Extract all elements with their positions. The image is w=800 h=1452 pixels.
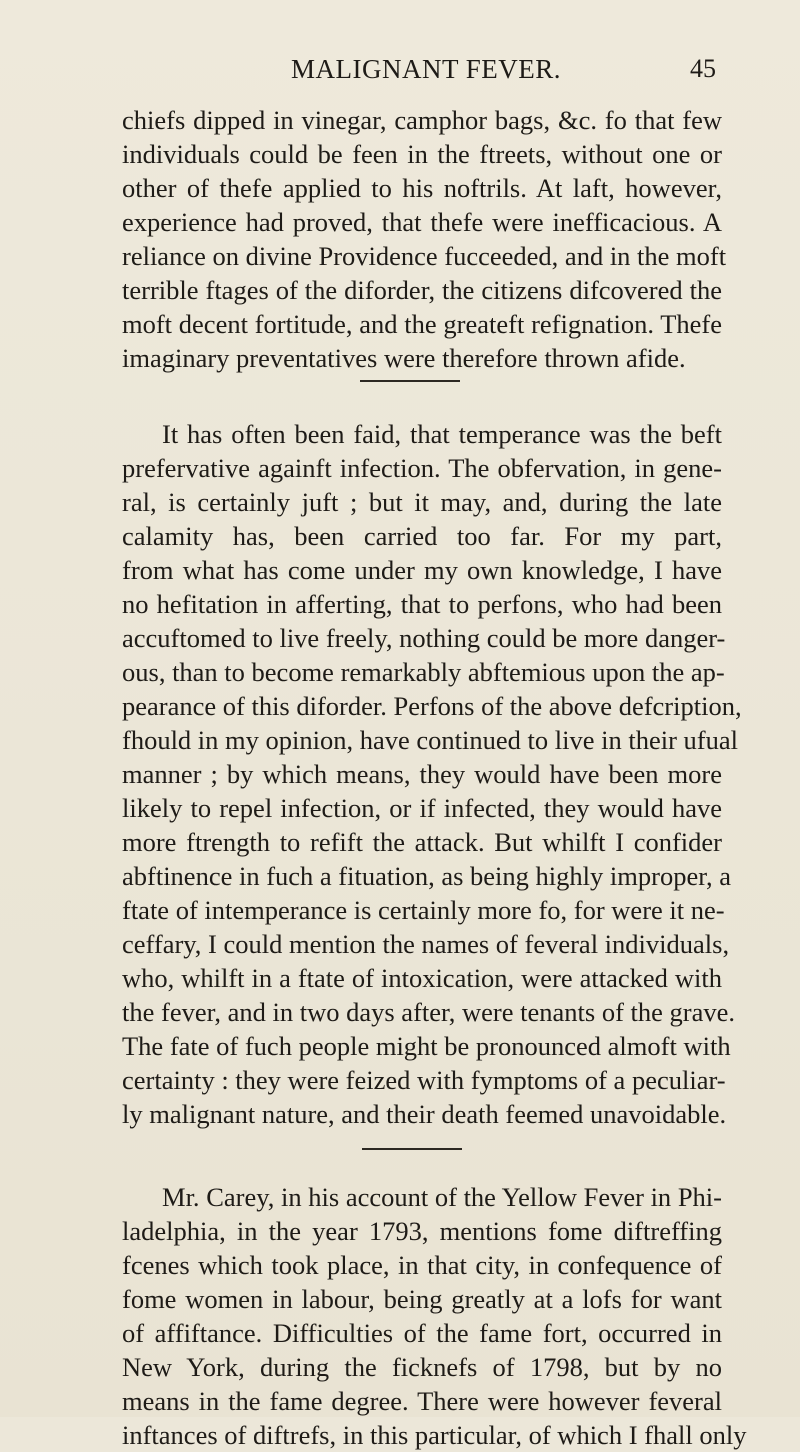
section-divider — [362, 1148, 462, 1150]
text-line: of affiftance. Difficulties of the fame fort, occurred in — [122, 1318, 722, 1348]
text-line: no hefitation in afferting, that to perfons, who had been — [122, 589, 722, 619]
text-line: ous, than to become remarkably abftemious upon the ap- — [122, 657, 725, 687]
text-line: abftinence in fuch a fituation, as being highly improper, a — [122, 861, 731, 891]
text-line: other of thefe applied to his noftrils. At laft, however, — [122, 173, 722, 203]
text-line: It has often been faid, that temperance was the beft — [162, 419, 722, 449]
text-line: ftate of intemperance is certainly more fo, for were it ne- — [122, 895, 725, 925]
text-line: experience had proved, that thefe were inefficacious. A — [122, 207, 722, 237]
text-line: reliance on divine Providence fucceeded, and in the moft — [122, 241, 727, 271]
section-divider — [360, 380, 460, 382]
text-line: fcenes which took place, in that city, in confequence of — [122, 1250, 722, 1280]
text-line: terrible ftages of the diforder, the citizens difcovered the — [122, 275, 722, 305]
text-line: calamity has, been carried too far. For my part, — [122, 521, 722, 551]
text-line: pearance of this diforder. Perfons of the above defcription, — [122, 691, 742, 721]
page-number: 45 — [690, 54, 716, 83]
text-line: ladelphia, in the year 1793, mentions fome diftreffing — [122, 1216, 722, 1246]
running-head: MALIGNANT FEVER. — [291, 54, 561, 84]
text-line: more ftrength to refift the attack. But whilft I confider — [122, 827, 722, 857]
text-line: imaginary preventatives were therefore thrown afide. — [122, 343, 686, 373]
paragraph-2 — [122, 417, 742, 1131]
text-line: who, whilft in a ftate of intoxication, were attacked with — [122, 963, 722, 993]
text-line: ceffary, I could mention the names of feveral individuals, — [122, 929, 730, 959]
text-line: fome women in labour, being greatly at a lofs for want — [122, 1284, 722, 1314]
paragraph-1 — [122, 103, 727, 375]
text-line: accuftomed to live freely, nothing could be more danger- — [122, 623, 726, 653]
text-line: ral, is certainly juft ; but it may, and, during the late — [122, 487, 722, 517]
text-line: the fever, and in two days after, were tenants of the grave. — [122, 997, 736, 1027]
text-line: manner ; by which means, they would have been more — [122, 759, 722, 789]
text-line: prefervative againft infection. The obfervation, in gene- — [122, 453, 722, 483]
text-line: likely to repel infection, or if infected, they would have — [122, 793, 722, 823]
text-line: individuals could be feen in the ftreets, without one or — [122, 139, 722, 169]
text-line: means in the fame degree. There were however feveral — [122, 1386, 722, 1416]
paragraph-3 — [122, 1180, 747, 1452]
text-line: ly malignant nature, and their death feemed unavoidable. — [122, 1099, 727, 1129]
text-line: fhould in my opinion, have continued to live in their ufual — [122, 725, 739, 755]
text-line: The fate of fuch people might be pronounced almoft with — [122, 1031, 731, 1061]
text-line: from what has come under my own knowledge, I have — [122, 555, 722, 585]
text-line: certainty : they were feized with fymptoms of a peculiar- — [122, 1065, 726, 1095]
text-line: moft decent fortitude, and the greateft refignation. Thefe — [122, 309, 722, 339]
text-line: inftances of diftrefs, in this particular, of which I fhall only — [122, 1420, 747, 1450]
text-line: Mr. Carey, in his account of the Yellow Fever in Phi- — [162, 1182, 722, 1212]
text-line: chiefs dipped in vinegar, camphor bags, &c. fo that few — [122, 105, 722, 135]
text-line: New York, during the ficknefs of 1798, but by no — [122, 1352, 722, 1382]
